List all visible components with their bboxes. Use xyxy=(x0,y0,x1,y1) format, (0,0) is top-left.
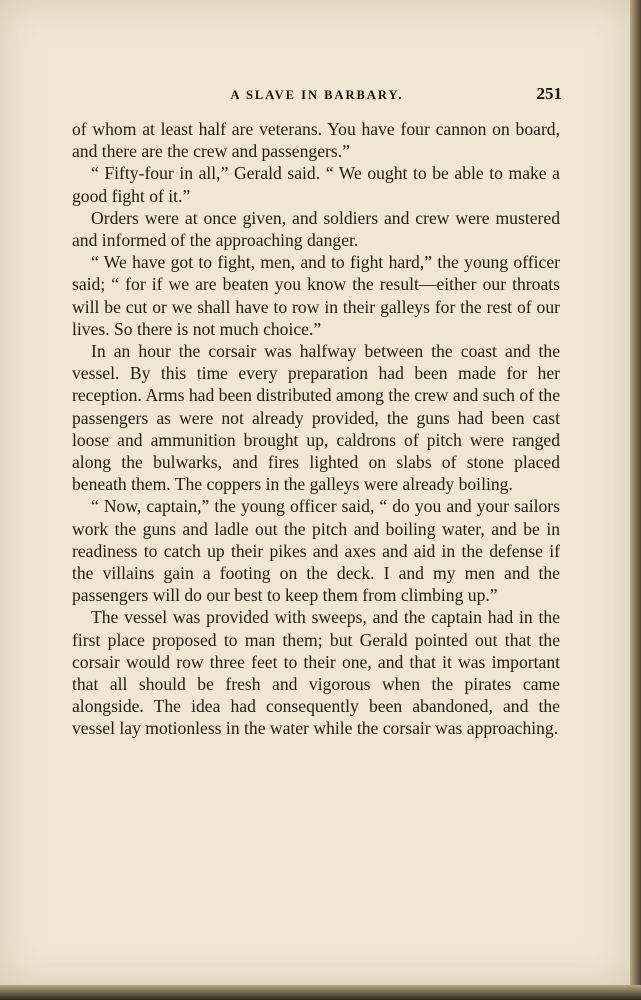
running-head: A SLAVE IN BARBARY. xyxy=(230,88,404,102)
paragraph: “ We have got to fight, men, and to fight hard,” the young officer said; “ for if we are beaten you know the result—either our throats will be cut or we shall have to row in their galleys for the rest of our lives. So there is not much choice.” xyxy=(72,252,560,339)
paragraph: of whom at least half are veterans. You have four cannon on board, and there are the crew and passengers.” xyxy=(72,119,560,162)
body-text xyxy=(72,118,560,740)
paragraph: Orders were at once given, and soldiers and crew were mustered and informed of the approaching danger. xyxy=(72,207,560,251)
paragraph: In an hour the corsair was halfway between the coast and the vessel. By this time every preparation had been made for her reception. Arms had been distributed among the crew and such of the passengers as were not already provided, the guns had been cast loose and ammunition brought up, caldrons of pitch were ranged along the bulwarks, and fires lighted on slabs of stone placed beneath them. The coppers in the galleys were already boiling. xyxy=(72,341,560,495)
bottom-edge xyxy=(0,985,641,1000)
page-number: 251 xyxy=(536,84,562,103)
paragraph: “ Now, captain,” the young officer said, “ do you and your sailors work the guns and ladle out the pitch and boiling water, and be in readiness to catch up their pikes and axes and aid in the defense if the villains gain a footing on the deck. I and my men and the passengers will do our best to keep them from climbing up.” xyxy=(72,496,560,606)
page-header xyxy=(72,86,562,106)
paragraph: The vessel was provided with sweeps, and the captain had in the first place proposed to man them; but Gerald pointed out that the corsair would row three feet to their one, and that it was important that all should be fresh and vigorous when the pirates came alongside. The idea had consequently been abandoned, and the vessel lay motionless in the water while the corsair was approaching. xyxy=(72,607,560,739)
paragraph: “ Fifty-four in all,” Gerald said. “ We ought to be able to make a good fight of it.” xyxy=(72,163,560,206)
page-edge xyxy=(630,0,641,1000)
